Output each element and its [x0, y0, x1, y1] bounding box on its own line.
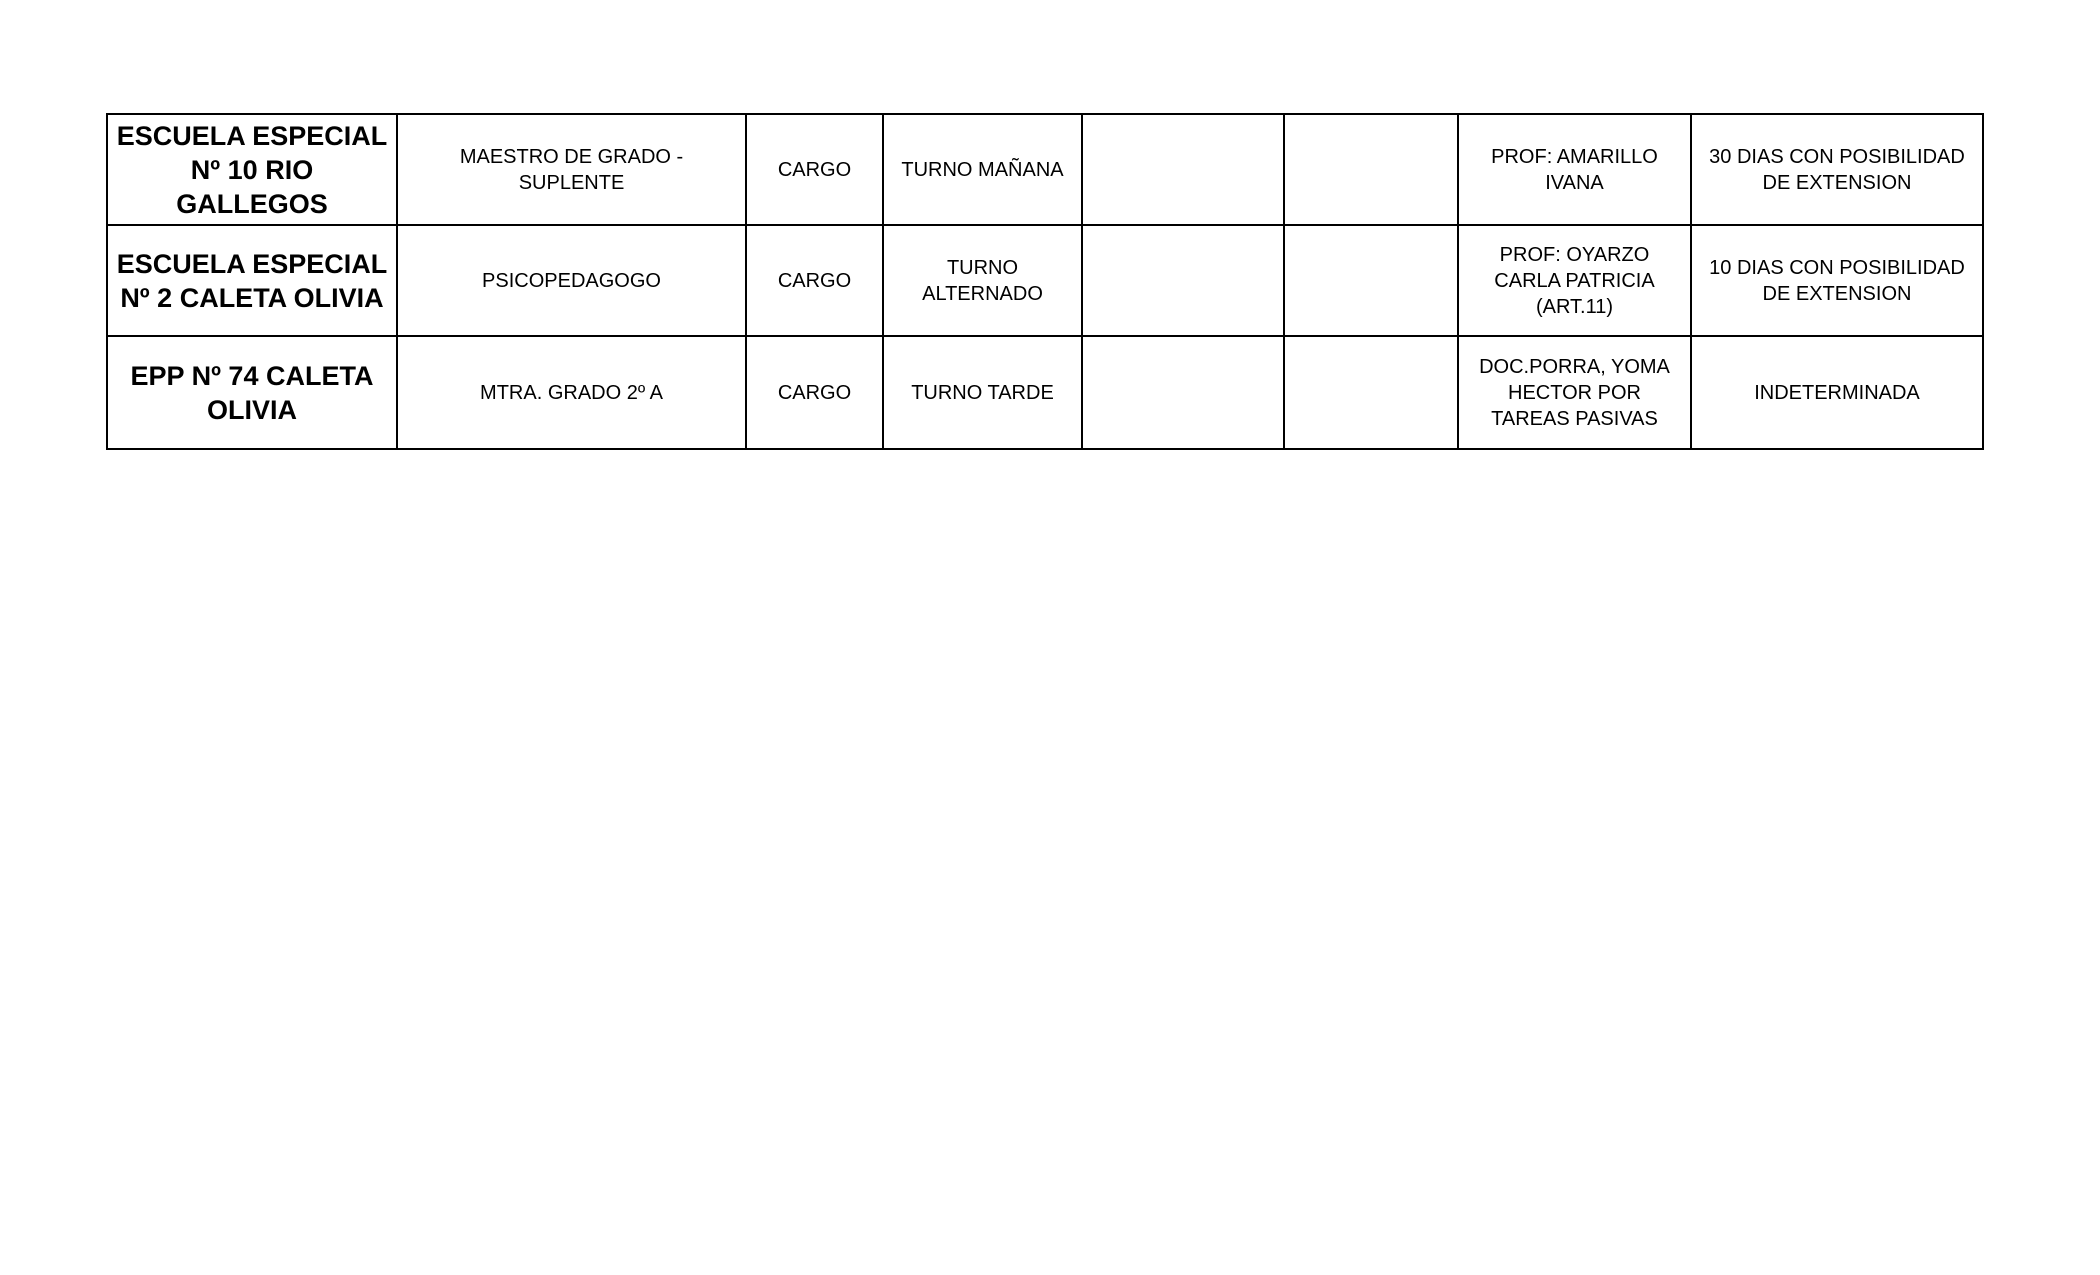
holder-cell: PROF: OYARZO CARLA PATRICIA (ART.11)	[1458, 225, 1691, 336]
position-cell: MTRA. GRADO 2º A	[397, 336, 746, 449]
vacancies-table	[106, 113, 1984, 450]
duration-cell: INDETERMINADA	[1691, 336, 1983, 449]
empty-cell	[1082, 114, 1284, 225]
type-cell: CARGO	[746, 336, 883, 449]
shift-cell: TURNO ALTERNADO	[883, 225, 1082, 336]
duration-cell: 30 DIAS CON POSIBILIDAD DE EXTENSION	[1691, 114, 1983, 225]
empty-cell	[1082, 225, 1284, 336]
duration-cell: 10 DIAS CON POSIBILIDAD DE EXTENSION	[1691, 225, 1983, 336]
school-cell: ESCUELA ESPECIAL Nº 2 CALETA OLIVIA	[107, 225, 397, 336]
holder-cell: DOC.PORRA, YOMA HECTOR POR TAREAS PASIVAS	[1458, 336, 1691, 449]
type-cell: CARGO	[746, 114, 883, 225]
school-cell: EPP Nº 74 CALETA OLIVIA	[107, 336, 397, 449]
position-cell: MAESTRO DE GRADO - SUPLENTE	[397, 114, 746, 225]
table-row	[107, 336, 1983, 449]
empty-cell	[1284, 225, 1458, 336]
shift-cell: TURNO MAÑANA	[883, 114, 1082, 225]
holder-cell: PROF: AMARILLO IVANA	[1458, 114, 1691, 225]
table-row	[107, 225, 1983, 336]
empty-cell	[1284, 114, 1458, 225]
empty-cell	[1082, 336, 1284, 449]
shift-cell: TURNO TARDE	[883, 336, 1082, 449]
school-cell: ESCUELA ESPECIAL Nº 10 RIO GALLEGOS	[107, 114, 397, 225]
position-cell: PSICOPEDAGOGO	[397, 225, 746, 336]
table-row	[107, 114, 1983, 225]
type-cell: CARGO	[746, 225, 883, 336]
empty-cell	[1284, 336, 1458, 449]
